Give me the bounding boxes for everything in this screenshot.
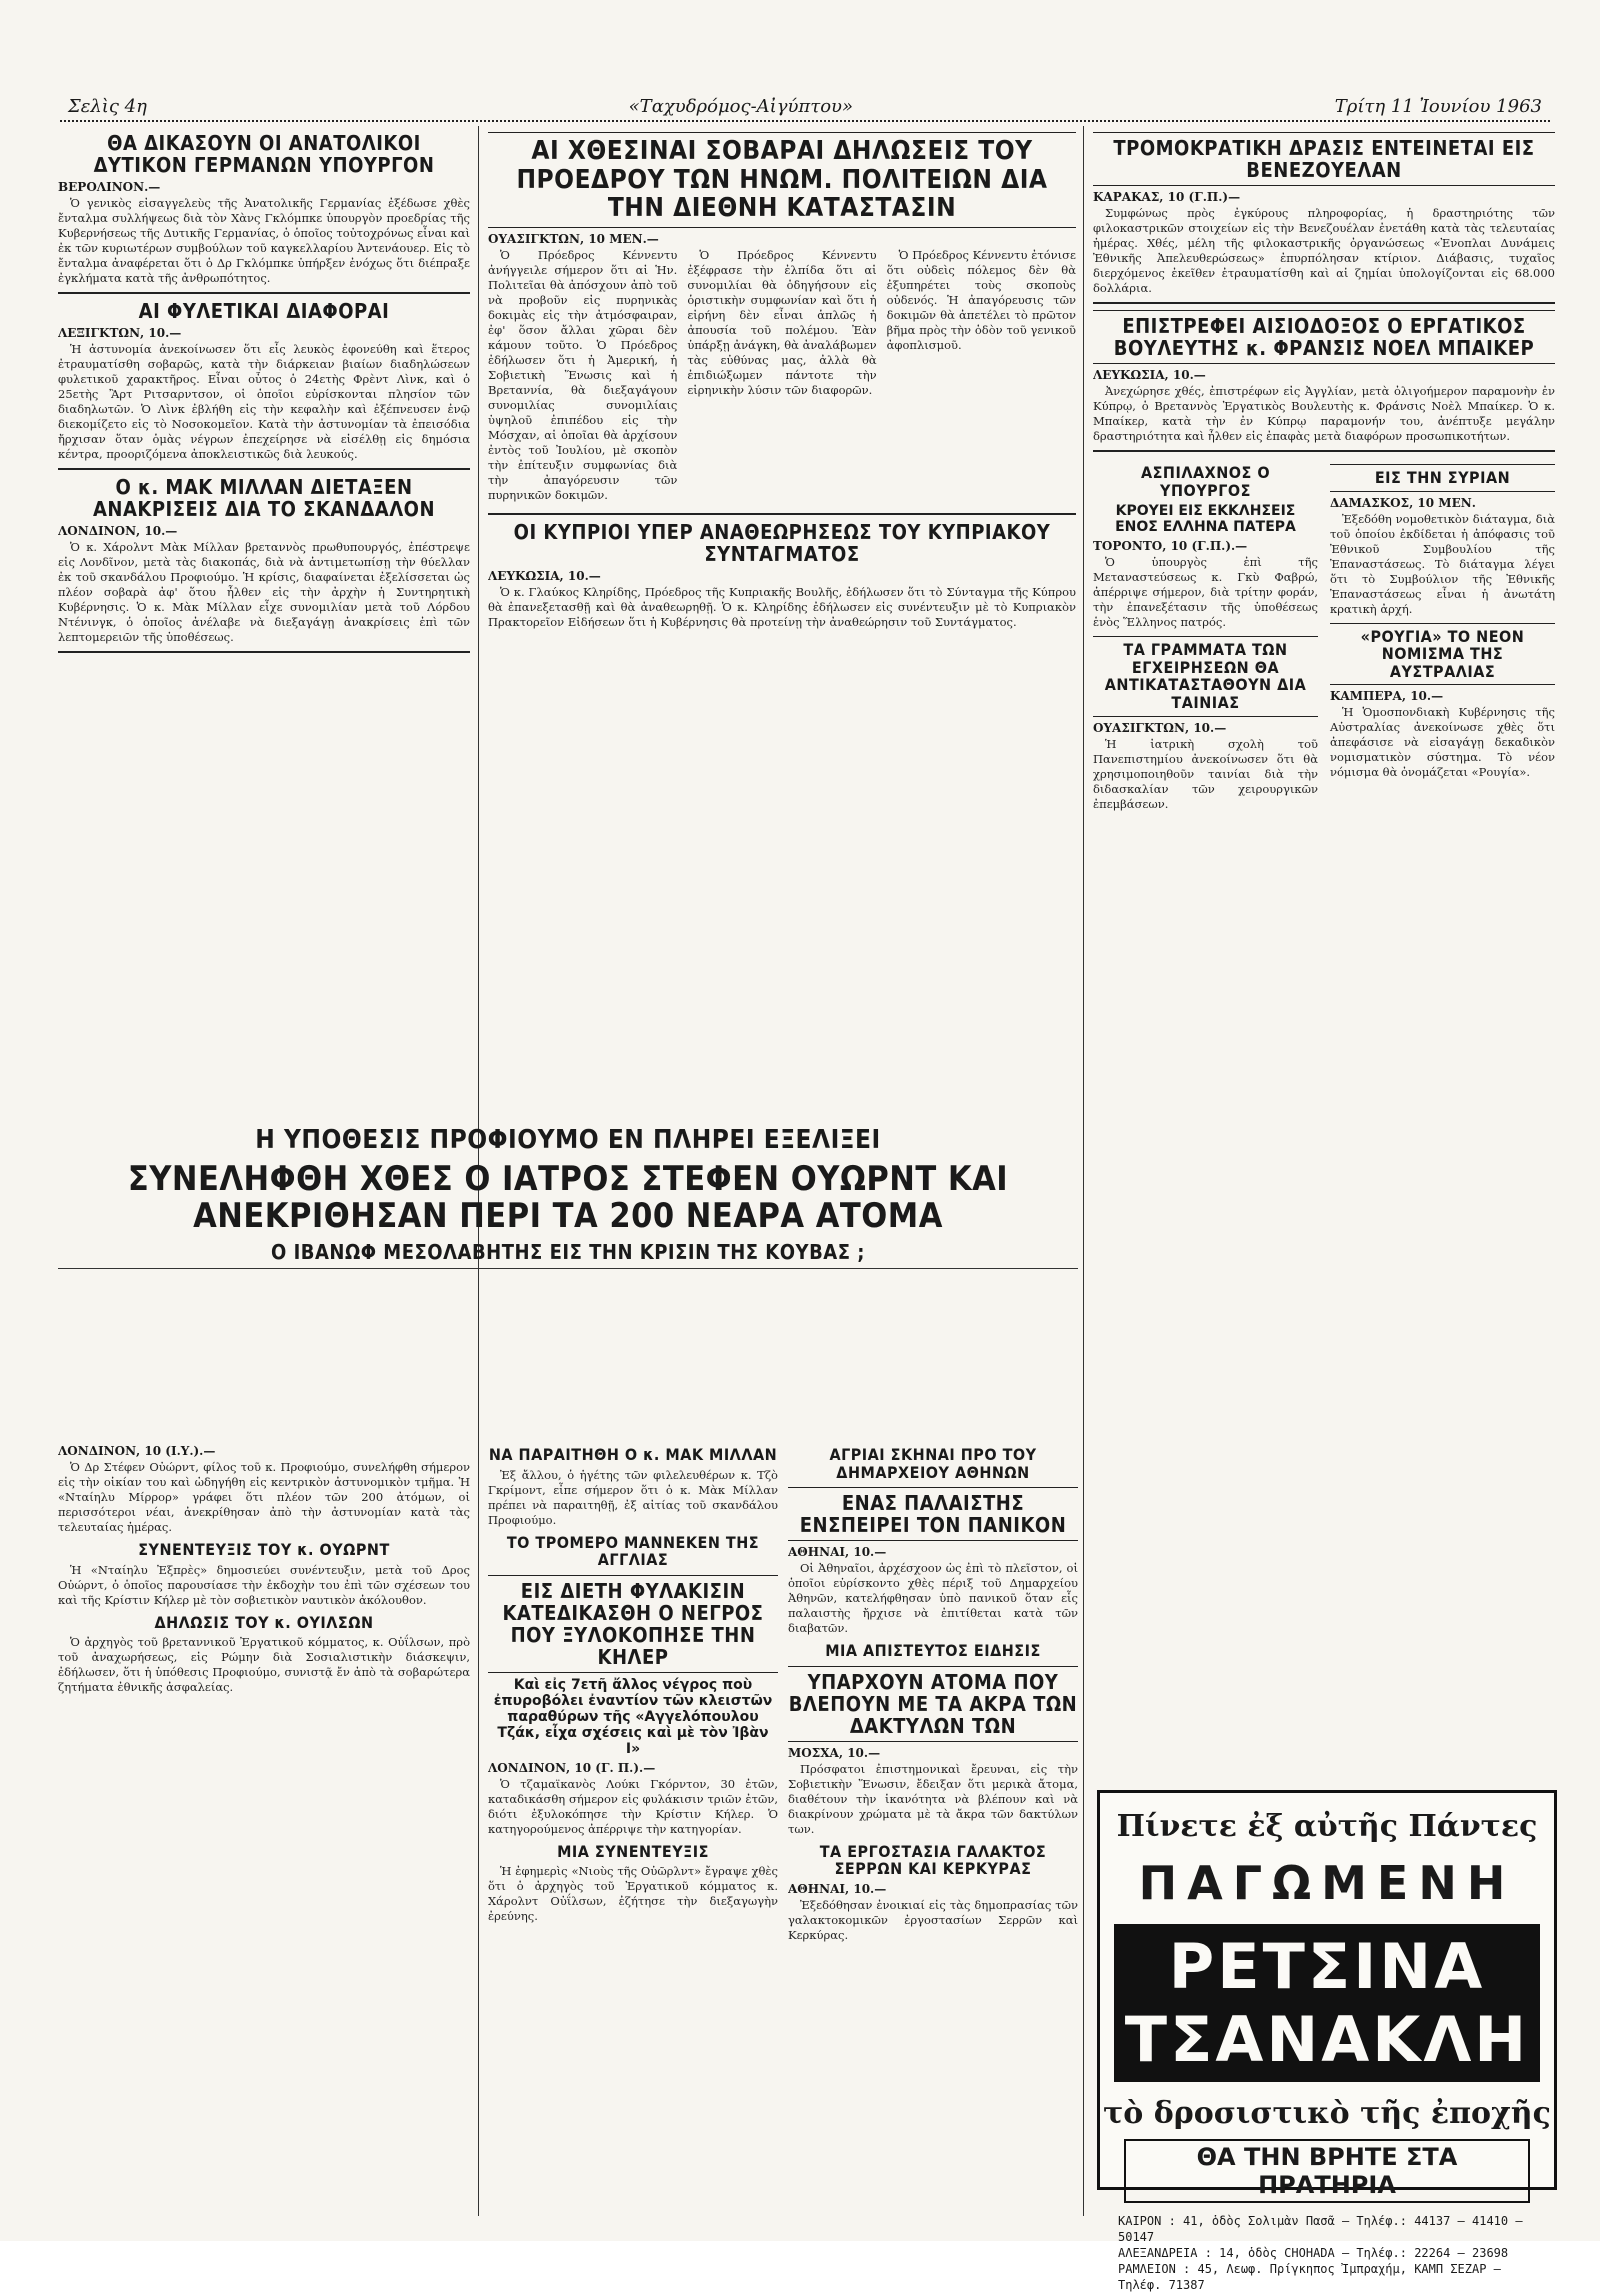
headline-racial: ΑΙ ΦΥΛΕΤΙΚΑΙ ΔΙΑΦΟΡΑΙ — [138, 299, 390, 323]
headline-minister: ΑΣΠΙΛΑΧΝΟΣ Ο ΥΠΟΥΡΓΟΣ — [1140, 463, 1271, 500]
ad-chilled: ΠΑΓΩΜΕΝΗ — [1138, 1856, 1516, 1910]
dateline: ΜΟΣΧΑ, 10.— — [788, 1745, 881, 1760]
headline-milk: ΤΑ ΕΡΓΟΣΤΑΣΙΑ ΓΑΛΑΚΤΟΣ ΣΕΡΡΩΝ ΚΑΙ ΚΕΡΚΥΡΑΣ — [819, 1841, 1047, 1879]
ad-address-ramleh: ΡΑΜΛΕΙΟΝ : 45, Λεωφ. Πρίγκηπος Ἰμπραχήμ, ΚΑΜΠ ΣΕΖΑΡ — Τηλέφ. 71387 — [1118, 2262, 1501, 2292]
divider — [488, 513, 1076, 515]
article-body: Ἐξεδόθη νομοθετικὸν διάταγμα, διὰ τοῦ ὁποίου ἐκδίδεται ἡ ἀπόφασις τοῦ Ἐθνικοῦ Συμβουλίου τῆς Ἐπαναστάσεως. Τὸ διάταγμα λέγει ὅτι τὸ Συμβούλιον τῆς Ἐθνικῆς Ἐπαναστάσεως εἶναι ἡ ἀνωτάτη κρατικὴ ἀρχή. — [1330, 511, 1555, 616]
dateline: ΛΟΝΔΙΝΟΝ, 10 (Ι.Υ.).— — [58, 1444, 216, 1458]
divider — [58, 292, 470, 294]
article-body: Ὁ κ. Γλαύκος Κληρίδης, Πρόεδρος τῆς Κυπριακῆς Βουλῆς, ἐδήλωσεν ὅτι τὸ Σύνταγμα τῆς Κύπρου θὰ ἐπανεξετασθῇ καὶ θὰ ἀναθεωρηθῇ. Ὁ κ. Κληρίδης ἐδήλωσεν εἰς συνέντευξιν μὲ τὸ Κυπριακὸν Πρακτορεῖον Εἰδήσεων ὅτι ἡ Κυβέρνησις θὰ προτείνῃ τὴν ἀναθεώρησιν τοῦ Συντάγματος. — [488, 584, 1076, 629]
headline-wrestler: ΕΝΑΣ ΠΑΛΑΙΣΤΗΣ ΕΝΣΠΕΙΡΕΙ ΤΟΝ ΠΑΝΙΚΟΝ — [788, 1487, 1078, 1541]
divider — [1093, 302, 1555, 304]
article-body: Ἡ ἀστυνομία ἀνεκοίνωσεν ὅτι εἷς λευκὸς ἐφονεύθη καὶ ἕτερος ἐτραυματίσθη σοβαρῶς, κατὰ τὴν διάρκειαν βιαίων διαδηλώσεων φυλετικοῦ χαρακτῆρος. Εἶναι οὗτος ὁ 24ετὴς Φρὲντ Λὶνκ, καὶ ὁ 25ετὴς Ἂρτ Ριτσαρντσον, οἱ ὁποῖοι εὑρίσκονται πλησίον τῶν διαδηλωτῶν. Ὁ Λὶνκ ἐβλήθη εἰς τὴν κεφαλὴν καὶ ἐξέπνευσεν ἐνῷ διεκομίζετο εἰς τὸ Νοσοκομεῖον. Κατὰ τὴν ἀστυνομίαν τὰ ἐπεισόδια ἤρχισαν ὅταν ὁμὰς νέγρων ἐπεχείρησε νὰ εἰσέλθῃ εἰς δημόσια κέντρα, προοριζόμενα ἀποκλειστικῶς διὰ λευκούς. — [58, 342, 470, 461]
article-body: Ἡ ἰατρικὴ σχολὴ τοῦ Πανεπιστημίου ἀνεκοίνωσεν ὅτι θὰ χρησιμοποιηθοῦν ταινίαι διὰ τὴν διδασκαλίαν τῶν χειρουργικῶν ἐπεμβάσεων. — [1093, 736, 1318, 811]
column-left-lower — [58, 1440, 470, 2210]
right-split — [1093, 458, 1555, 816]
ad-address-cairo: ΚΑΙΡΟΝ : 41, ὁδὸς Σολιμὰν Πασᾶ — Τηλέφ.: 44137 — 41410 — 50147 — [1118, 2214, 1523, 2244]
subhead-ward-interview: ΣΥΝΕΝΤΕΥΞΙΣ ΤΟΥ κ. ΟΥΩΡΝΤ — [138, 1540, 390, 1559]
dateline: ΛΕΞΙΓΚΤΩΝ, 10.— — [58, 326, 182, 340]
column-rule — [1083, 126, 1084, 2216]
dateline: ΛΕΥΚΩΣΙΑ, 10.— — [488, 568, 601, 583]
issue-date: Τρίτη 11 Ἰουνίου 1963 — [1327, 96, 1550, 117]
right-split-right — [1330, 458, 1555, 816]
dateline: ΤΟΡΟΝΤΟ, 10 (Γ.Π.).— — [1093, 539, 1248, 554]
headline-noel-baker: ΕΠΙΣΤΡΕΦΕΙ ΑΙΣΙΟΔΟΞΟΣ Ο ΕΡΓΑΤΙΚΟΣ ΒΟΥΛΕΥΤΗΣ κ. ΦΡΑΝΣΙΣ ΝΟΕΛ ΜΠΑΙΚΕΡ — [1093, 310, 1555, 364]
headline-cypriots: ΟΙ ΚΥΠΡΙΟΙ ΥΠΕΡ ΑΝΑΘΕΩΡΗΣΕΩΣ ΤΟΥ ΚΥΠΡΙΑΚΟΥ ΣΥΝΤΑΓΜΑΤΟΣ — [513, 519, 1051, 566]
divider — [58, 651, 470, 653]
headline-keeler: ΕΙΣ ΔΙΕΤΗ ΦΥΛΑΚΙΣΙΝ ΚΑΤΕΔΙΚΑΣΘΗ Ο ΝΕΓΡΟΣ ΠΟΥ ΞΥΛΟΚΟΠΗΣΕ ΤΗΝ ΚΗΛΕΡ — [488, 1575, 778, 1673]
dateline: ΑΘΗΝΑΙ, 10.— — [788, 1545, 887, 1560]
page-number: Σελὶς 4η — [60, 96, 155, 117]
headline-profumo: Η ΥΠΟΘΕΣΙΣ ΠΡΟΦΙΟΥΜΟ ΕΝ ΠΛΗΡΕΙ ΕΞΕΛΙΞΕΙ — [255, 1125, 881, 1155]
subhead-incredible: ΜΙΑ ΑΠΙΣΤΕΥΤΟΣ ΕΙΔΗΣΙΣ — [825, 1641, 1041, 1661]
masthead — [60, 92, 1550, 122]
article-body: Ὁ ἀρχηγὸς τοῦ βρεταννικοῦ Ἐργατικοῦ κόμματος, κ. Οὐΐλσων, πρὸ τοῦ ἀναχωρήσεως, εἰς Ρώμην διὰ Σοσιαλιστικὴν διάσκεψιν, ἐδήλωσεν, ὅτι ἡ ὑπόθεσις Προφιούμο, συνιστᾷ ἔν ἀπὸ τὰ σοβαρώτερα ζητήματα ἐθνικῆς ἀσφαλείας. — [58, 1635, 470, 1695]
paper-name: «Ταχυδρόμος-Αἰγύπτου» — [621, 96, 861, 117]
article-body: Ὁ ὑπουργὸς ἐπὶ τῆς Μεταναστεύσεως κ. Γκὺ Φαβρώ, ἀπέρριψε σήμερον, διὰ τρίτην φοράν, τὴν ἐπανεξέτασιν τῆς ὑποθέσεως ἑνὸς Ἕλληνος πατρός. — [1093, 555, 1318, 630]
dateline: ΛΟΝΔΙΝΟΝ, 10 (Γ. Π.).— — [488, 1760, 656, 1775]
dateline: ΚΑΜΠΕΡΑ, 10.— — [1330, 689, 1444, 704]
profumo-banner — [58, 1120, 1078, 1440]
article-body: Ἐξ ἄλλου, ὁ ἡγέτης τῶν φιλελευθέρων κ. Τζὸ Γκρίμοντ, εἶπε σήμερον ὅτι ὁ κ. Μὰκ Μίλλαν πρέπει νὰ παραιτηθῇ, ἐξ αἰτίας τοῦ σκανδάλου Προφιούμο. — [488, 1467, 778, 1527]
article-body: Ἡ ἐφημερὶς «Νιοὺς τῆς Οὐῶρλντ» ἔγραψε χθὲς ὅτι ὁ ἀρχηγὸς τοῦ Ἐργατικοῦ κόμματος κ. Χάρολντ Οὐΐλσων, ἐζήτησε τὴν διεξαγωγὴν ἐρεύνης. — [488, 1864, 778, 1924]
dateline: ΟΥΑΣΙΓΚΤΩΝ, 10.— — [1093, 720, 1227, 735]
headline-fingers: ΥΠΑΡΧΟΥΝ ΑΤΟΜΑ ΠΟΥ ΒΛΕΠΟΥΝ ΜΕ ΤΑ ΑΚΡΑ ΤΩΝ ΔΑΚΤΥΛΩΝ ΤΩΝ — [788, 1666, 1078, 1742]
ad-address-alexandria: ΑΛΕΞΑΝΔΡΕΙΑ : 14, ὁδὸς CHOHADA — Τηλέφ.: 22264 — 23698 — [1118, 2246, 1509, 2260]
article-body: Ἀνεχώρησε χθές, ἐπιστρέφων εἰς Ἀγγλίαν, μετὰ ὀλιγοήμερον παραμονὴν ἐν Κύπρῳ, ὁ Βρεταννὸς Ἐργατικὸς Βουλευτὴς κ. Φράνσις Νοὲλ Μπαίκερ. Ὁ κ. Μπαίκερ, κατὰ τὴν ἐν Κύπρῳ παραμονήν του, ἀνέπτυξε μεγάλην δραστηριότητα καὶ ἦλθεν εἰς ἐπαφὰς μετὰ διαφόρων προσωπικοτήτων. — [1093, 384, 1555, 443]
subhead-athens: ΑΓΡΙΑΙ ΣΚΗΝΑΙ ΠΡΟ ΤΟΥ ΔΗΜΑΡΧΕΙΟΥ ΑΘΗΝΩΝ — [829, 1445, 1037, 1482]
column-right — [1093, 126, 1555, 1781]
subheadline: Καὶ εἰς 7ετῆ ἄλλος νέγρος ποὺ ἐπυροβόλει ἐναντίον τῶν κλειστῶν παραθύρων τῆς «Αγγελόπουλου Τζάκ, εἶχα σχέσεις καὶ μὲ τὸν Ἰβὰν Ι» — [493, 1676, 773, 1757]
article-body: Οἱ Ἀθηναῖοι, ἀρχέσχοον ὡς ἐπὶ τὸ πλεῖστον, οἱ ὁποῖοι εὑρίσκοντο χθὲς πέριξ τοῦ Δημαρχείου Ἀθηνῶν, κατελήφθησαν ὑπὸ πανικοῦ ὅταν εἷς παλαιστὴς ἤρχισε νὰ ἐπιτίθεται κατὰ τῶν διαβατῶν. — [788, 1561, 1078, 1636]
dateline: ΚΑΡΑΚΑΣ, 10 (Γ.Π.)— — [1093, 190, 1241, 204]
divider — [58, 468, 470, 470]
dateline: ΑΘΗΝΑΙ, 10.— — [788, 1881, 887, 1896]
dateline: ΒΕΡΟΛΙΝΟΝ.— — [58, 180, 161, 194]
article-body: Ὁ Δρ Στέφεν Οὐώρντ, φίλος τοῦ κ. Προφιούμο, συνελήφθη σήμερον εἰς τὴν οἰκίαν του καὶ ὡδηγήθη εἰς κεντρικὸν ἀστυνομικὸν τμῆμα. Ἡ «Νταίηλυ Μίρρορ» γράφει ὅτι πλέον τῶν 200 ἀτόμων, οἱ περισσότεροι νέαι, ἀνεκρίθησαν ἀπὸ τὴν ἀστυνομίαν κατὰ τὰς τελευταίας ἡμέρας. — [58, 1460, 470, 1534]
headline-australia: «ΡΟΥΓΙΑ» ΤΟ ΝΕΟΝ ΝΟΜΙΣΜΑ ΤΗΣ ΑΥΣΤΡΑΛΙΑΣ — [1330, 623, 1555, 686]
article-body: Ἡ Ὁμοσπονδιακὴ Κυβέρνησις τῆς Αὐστραλίας ἀνεκοίνωσε χθὲς ὅτι ἀπεφάσισε νὰ εἰσαγάγῃ δεκαδικὸν νομισματικὸν σύστημα. Τὸ νέον νόμισμα θὰ ὀνομάζεται «Ρουγία». — [1330, 705, 1555, 780]
subhead-interview: ΜΙΑ ΣΥΝΕΝΤΕΥΞΙΣ — [557, 1841, 709, 1861]
article-body: Συμφώνως πρὸς ἐγκύρους πληροφορίας, ἡ δραστηριότης τῶν φιλοκαστρικῶν στοιχείων εἰς τὴν Βενεζουέλαν ἐνετάθη κατὰ τὰς τελευταίας ἡμέρας. Χθές, μέλη τῆς φιλοκαστρικῆς ὀργανώσεως «Ἐνοπλαι Δυνάμεις Ἐθνικῆς Ἀπελευθερώσεως» ἐπυρπόλησαν κτίριον. Διάβασις, τυχαῖος διερχόμενος ἐκεῖθεν ἐτραυματίσθη καὶ αἱ ζημίαι ὑπολογίζονται εἰς 68.000 δολλάρια. — [1093, 206, 1555, 295]
subhead-mannequin: ΤΟ ΤΡΟΜΕΡΟ ΜΑΝΝΕΚΕΝ ΤΗΣ ΑΓΓΛΙΑΣ — [506, 1532, 760, 1570]
article-body: Ἡ «Νταίηλυ Ἐξπρὲς» δημοσιεύει συνέντευξιν, μετὰ τοῦ Δρος Οὐώρντ, ὁ ὁποῖος παρουσίασε τὴν ἐκδοχὴν του ἐπὶ τῶν σχέσεων του καὶ τῆς Κρίστιν Κήλερ μὲ τὸν σοβιετικὸν ναυτικὸν ἀκόλουθον. — [58, 1562, 470, 1607]
article-body: Ὁ γενικὸς εἰσαγγελεὺς τῆς Ἀνατολικῆς Γερμανίας ἐξέδωσε χθὲς ἔνταλμα συλλήψεως διὰ τὸν Χὰνς Γκλόμπκε ὑπουργὸν προεδρίας τῆς Κυβερνήσεως τῆς Δυτικῆς Γερμανίας, ὁ ὁποῖος τοὐτοχρόνως εἶναι καὶ ἐκ τῶν κυριωτέρων συμβούλων τοῦ καγκελλαρίου Ἀντενάουερ. Εἰς τὸ ἔνταλμα ἀναφέρεται ὅτι ὁ Δρ Γκλόμπκε ὑπήρξεν ἐνόχως ὅτι διέπραξε ἐγκλήματα κατὰ τῆς ἀνθρωπότητος. — [58, 196, 470, 285]
divider — [58, 1268, 1078, 1269]
headline-ivanov: Ο ΙΒΑΝΩΦ ΜΕΣΟΛΑΒΗΤΗΣ ΕΙΣ ΤΗΝ ΚΡΙΣΙΝ ΤΗΣ ΚΟΥΒΑΣ ; — [271, 1240, 865, 1265]
column-center-lower-left — [488, 1440, 778, 2210]
ad-addresses — [1118, 2213, 1536, 2293]
right-split-left — [1093, 458, 1318, 816]
subheadline: ΚΡΟΥΕΙ ΕΙΣ ΕΚΚΛΗΣΕΙΣ ΕΝΟΣ ΕΛΛΗΝΑ ΠΑΤΕΡΑ — [1115, 503, 1296, 536]
dateline: ΔΑΜΑΣΚΟΣ, 10 ΜΕΝ. — [1330, 495, 1476, 510]
article-body: Πρόσφατοι ἐπιστημονικαὶ ἔρευναι, εἰς τὴν Σοβιετικὴν Ἕνωσιν, ἔδειξαν ὅτι μερικὰ ἄτομα, διαθέτουν τὴν ἱκανότητα νὰ βλέπουν καὶ νὰ διακρίνουν χρώματα μὲ τὰ ἄκρα τῶν δακτύλων των. — [788, 1761, 1078, 1836]
article-body: Ἐξεδόθησαν ἐνοικιαί εἰς τὰς δημοπρασίας τῶν γαλακτοκομικῶν ἐργοστασίων Σερρῶν καὶ Κερκύρας. — [788, 1897, 1078, 1942]
ad-brand: ΡΕΤΣΙΝΑ ΤΣΑΝΑΚΛΗ — [1114, 1924, 1540, 2082]
divider — [1093, 450, 1555, 452]
headline-ward-arrest: ΣΥΝΕΛΗΦΘΗ ΧΘΕΣ Ο ΙΑΤΡΟΣ ΣΤΕΦΕΝ ΟΥΩΡΝΤ ΚΑΙ ΑΝΕΚΡΙΘΗΣΑΝ ΠΕΡΙ ΤΑ 200 ΝΕΑΡΑ ΑΤΟΜΑ — [127, 1158, 1009, 1236]
headline-venezuela: ΤΡΟΜΟΚΡΑΤΙΚΗ ΔΡΑΣΙΣ ΕΝΤΕΙΝΕΤΑΙ ΕΙΣ ΒΕΝΕΖΟΥΕΛΑΝ — [1093, 132, 1555, 186]
ad-where: ΘΑ ΤΗΝ ΒΡΗΤΕ ΣΤΑ ΠΡΑΤΗΡΙΑ — [1124, 2139, 1530, 2203]
subhead-wilson: ΔΗΛΩΣΙΣ ΤΟΥ κ. ΟΥΙΛΣΩΝ — [154, 1612, 374, 1632]
ad-slogan: Πίνετε ἐξ αὐτῆς Πάντες — [1116, 1809, 1538, 1844]
article-body: Ὁ τζαμαϊκανὸς Λούκι Γκόρντον, 30 ἐτῶν, καταδικάσθη σήμερον εἰς φυλάκισιν τριῶν ἐτῶν, διότι ἐξυλοκόπησε τὴν Κρίστιν Κήλερ. Ὁ κατηγορούμενος ἀπέρριψε τὴν κατηγορίαν. — [488, 1776, 778, 1836]
subhead-macmillan-resign: ΝΑ ΠΑΡΑΙΤΗΘΗ Ο κ. ΜΑΚ ΜΙΛΛΑΝ — [488, 1445, 778, 1464]
column-center-lower-right — [788, 1440, 1078, 2210]
dateline: ΛΕΥΚΩΣΙΑ, 10.— — [1093, 368, 1206, 382]
headline-kennedy: ΑΙ ΧΘΕΣΙΝΑΙ ΣΟΒΑΡΑΙ ΔΗΛΩΣΕΙΣ ΤΟΥ ΠΡΟΕΔΡΟΥ ΤΩΝ ΗΝΩΜ. ΠΟΛΙΤΕΙΩΝ ΔΙΑ ΤΗΝ ΔΙΕΘΝΗ ΚΑΤΑΣΤΑΣΙΝ — [488, 132, 1076, 228]
column-center — [488, 126, 1076, 1116]
dateline: ΟΥΑΣΙΓΚΤΩΝ, 10 ΜΕΝ.— — [488, 231, 659, 246]
headline-macmillan: Ο κ. ΜΑΚ ΜΙΛΛΑΝ ΔΙΕΤΑΞΕΝ ΑΝΑΚΡΙΣΕΙΣ ΔΙΑ ΤΟ ΣΚΑΝΔΑΛΟΝ — [92, 475, 436, 521]
headline-germans: ΘΑ ΔΙΚΑΣΟΥΝ ΟΙ ΑΝΑΤΟΛΙΚΟΙ ΔΥΤΙΚΟΝ ΓΕΡΜΑΝΩΝ ΥΠΟΥΡΓΟΝ — [93, 131, 435, 177]
article-body: Ὁ κ. Χάρολντ Μὰκ Μίλλαν βρεταννὸς πρωθυπουργός, ἐπέστρεψε εἰς Λονδῖνον, μετὰ τὰς διακοπάς, διὰ νὰ ἀντιμετωπίσῃ τὴν θύελλαν ἐκ τοῦ σκανδάλου Προφιούμο. Ἡ κρίσις, διαφαίνεται ἐξελίσσεται ὡς πλέον σοβαρὰ ἀφ' ὅτου ἦλθεν εἰς τὴν ἀρχὴν ἡ Συντηρητικὴ Κυβέρνησις. Ὁ κ. Μὰκ Μίλλαν εἶχε συνομιλίαν μετὰ τοῦ Λόρδου Ντένινγκ, ὁ ὁποῖος ἀνέλαβε νὰ διεξαγάγῃ ἀνακρίσεις ἐπὶ τῶν λεπτομερειῶν τῆς ὑποθέσεως. — [58, 540, 470, 644]
headline-syria: ΕΙΣ ΤΗΝ ΣΥΡΙΑΝ — [1330, 464, 1555, 492]
article-body: Ὁ Πρόεδρος Κέννεντυ ἀνήγγειλε σήμερον ὅτι αἱ Ἡν. Πολιτεῖαι θὰ ἀπόσχουν ἀπὸ τοῦ νὰ προβοῦν εἰς πυρηνικὰς δοκιμὰς εἰς τὴν ἀτμόσφαιραν, ἐφ' ὅσον ἄλλαι χῶραι δὲν κάμουν τοῦτο. Ὁ Πρόεδρος ἐδήλωσεν ὅτι ἡ Ἀμερική, ἡ Σοβιετικὴ Ἕνωσις καὶ ἡ Βρεταννία, θὰ διεξαγάγουν συνομιλίας συνομιλίαις ὑψηλοῦ ἐπιπέδου εἰς τὴν Μόσχαν, αἱ ὁποῖαι θὰ ἀρχίσουν ἐντὸς τοῦ Ἰουλίου, μὲ σκοπὸν τὴν ἐπίτευξιν συμφωνίας διὰ τὴν ἀπαγόρευσιν τῶν πυρηνικῶν δοκιμῶν. Ὁ Πρόεδρος Κέννεντυ ἐξέφρασε τὴν ἐλπίδα ὅτι αἱ συνομιλίαι θὰ ὁδηγήσουν εἰς ὁριστικὴν συμφωνίαν καὶ ὅτι ἡ εἰρήνη δὲν εἶναι ἁπλῶς ἡ ἀπουσία τοῦ πολέμου. Ἐὰν ὑπάρξῃ ἀνάγκη, θὰ ἀναλάβωμεν τὰς εὐθύνας μας, ἀλλὰ θὰ ἐπιδιώξωμεν πάντοτε τὴν εἰρηνικὴν λύσιν τῶν διαφορῶν. Ὁ Πρόεδρος Κέννεντυ ἐτόνισε ὅτι οὐδεὶς πόλεμος δὲν θὰ ἐξυπηρέτει τοὺς σκοποὺς οὐδενός. Ἡ ἀπαγόρευσις τῶν δοκιμῶν θὰ ἀπετέλει τὸ πρῶτον βῆμα πρὸς τὴν ὁδὸν τοῦ γενικοῦ ἀφοπλισμοῦ. — [488, 247, 1076, 502]
dateline: ΛΟΝΔΙΝΟΝ, 10.— — [58, 524, 178, 538]
ad-tagline: τὸ δροσιστικὸ τῆς ἐποχῆς — [1103, 2096, 1551, 2131]
headline-surgery: ΤΑ ΓΡΑΜΜΑΤΑ ΤΩΝ ΕΓΧΕΙΡΗΣΕΩΝ ΘΑ ΑΝΤΙΚΑΤΑΣΤΑΘΟΥΝ ΔΙΑ ΤΑΙΝΙΑΣ — [1093, 636, 1318, 716]
retsina-advertisement — [1097, 1790, 1557, 2292]
